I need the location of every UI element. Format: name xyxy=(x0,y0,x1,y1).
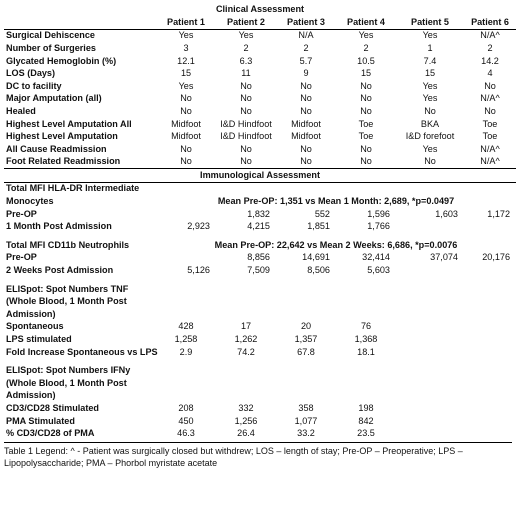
row-label: Number of Surgeries xyxy=(6,42,96,53)
table-cell xyxy=(464,427,516,440)
table-cell: 1,832 xyxy=(247,208,270,219)
table-cell: No xyxy=(180,105,192,116)
table-cell: 67.8 xyxy=(297,346,315,357)
table-cell: 198 xyxy=(358,402,374,413)
table-cell: Yes xyxy=(358,30,374,41)
table-legend: Table 1 Legend: ^ - Patient was surgically closed but withdrew; LOS – length of stay; Pre-OP – Preoperative; LPS – Lipopolysaccharide; PMA – Phorbol myristate acetate xyxy=(4,442,512,469)
table-cell: Yes xyxy=(238,30,254,41)
table-cell: 2 xyxy=(303,42,309,53)
table-cell: 10.5 xyxy=(357,55,375,66)
table-cell: Yes xyxy=(178,80,194,91)
table-cell: 20 xyxy=(300,321,312,332)
table-cell: No xyxy=(156,156,216,169)
table-cell: BKA xyxy=(420,118,440,129)
results-table xyxy=(4,4,516,440)
patient-header: Patient 4 xyxy=(336,16,396,29)
table-row xyxy=(4,321,516,334)
table-cell: Yes xyxy=(422,30,438,41)
table-cell: Toe xyxy=(482,118,498,129)
header-blank xyxy=(4,16,156,29)
table-cell xyxy=(464,321,516,334)
row-label: Highest Level Amputation xyxy=(6,131,118,142)
table-row xyxy=(4,427,516,440)
table-cell: Toe xyxy=(482,131,498,142)
table-cell: 1,851 xyxy=(307,221,330,232)
table-cell: 1,766 xyxy=(367,221,390,232)
table-row xyxy=(4,208,516,221)
table-row xyxy=(4,42,516,55)
table-cell: Toe xyxy=(358,131,374,142)
table-row xyxy=(4,130,516,143)
table-row xyxy=(4,105,516,118)
table-cell: No xyxy=(300,93,312,104)
table-cell: 450 xyxy=(178,415,194,426)
row-label: Major Amputation (all) xyxy=(6,93,102,104)
table-cell: 2.9 xyxy=(179,346,193,357)
clinical-title-row xyxy=(4,4,516,16)
ifn-header-row-3 xyxy=(4,390,516,403)
table-row xyxy=(4,333,516,346)
table-cell: 5,126 xyxy=(187,265,210,276)
table-cell: 8,506 xyxy=(307,265,330,276)
table-cell: No xyxy=(300,143,312,154)
table-cell: 17 xyxy=(240,321,252,332)
table-cell: 14.2 xyxy=(481,55,499,66)
table-cell: 15 xyxy=(424,68,436,79)
table-cell xyxy=(396,346,464,359)
table-cell: 2 xyxy=(363,42,369,53)
table-cell: 1,262 xyxy=(234,334,258,344)
table-cell xyxy=(464,221,516,234)
table-cell: 1,077 xyxy=(294,415,318,426)
table-cell: No xyxy=(360,93,372,104)
table-cell: Midfoot xyxy=(171,131,201,142)
table-cell: N/A^ xyxy=(480,93,500,104)
hla-body xyxy=(4,208,516,233)
table-cell: I&D forefoot xyxy=(405,131,455,142)
table-cell: No xyxy=(276,156,336,169)
table-row xyxy=(4,93,516,106)
table-cell: 428 xyxy=(178,321,194,332)
table-cell xyxy=(464,346,516,359)
table-cell: No xyxy=(216,156,276,169)
ifn-header-row-2 xyxy=(4,377,516,390)
row-label: 1 Month Post Admission xyxy=(6,221,112,232)
table-cell: No xyxy=(336,156,396,169)
table-cell: 33.2 xyxy=(297,428,315,439)
table-cell: 23.5 xyxy=(357,428,375,439)
table-cell xyxy=(464,333,516,346)
table-cell: 2 xyxy=(487,42,493,53)
table-cell: Toe xyxy=(358,118,374,129)
row-label: % CD3/CD28 of PMA xyxy=(6,428,95,439)
table-row xyxy=(4,264,516,277)
table-cell: I&D Hindfoot xyxy=(220,131,272,142)
table-cell: 1,368 xyxy=(354,334,378,344)
table-cell: Midfoot xyxy=(171,118,201,129)
table-row xyxy=(4,221,516,234)
tnf-header-row xyxy=(4,283,516,296)
table-row xyxy=(4,252,516,265)
row-label: Healed xyxy=(6,105,36,116)
table-cell: No xyxy=(180,143,192,154)
table-cell: 5,603 xyxy=(367,265,390,276)
table-cell: No xyxy=(424,105,436,116)
table-cell: 6.3 xyxy=(239,55,253,66)
table-cell xyxy=(464,264,516,277)
table-cell xyxy=(396,415,464,428)
table-cell: 46.3 xyxy=(177,428,195,439)
table-row xyxy=(4,67,516,80)
table-cell: No xyxy=(360,80,372,91)
table-row xyxy=(4,80,516,93)
table-cell: Yes xyxy=(422,93,438,104)
row-label: 2 Weeks Post Admission xyxy=(6,265,114,276)
table-cell: Yes xyxy=(422,143,438,154)
table-cell: 12.1 xyxy=(177,55,195,66)
table-cell: 15 xyxy=(180,68,192,79)
table-cell: 5.7 xyxy=(299,55,313,66)
table-cell: N/A^ xyxy=(480,143,500,154)
table-cell: No xyxy=(300,80,312,91)
ifn-header-3: Admission) xyxy=(6,390,56,401)
table-cell xyxy=(396,221,464,234)
table-cell: No xyxy=(360,105,372,116)
table-cell: N/A xyxy=(298,30,314,41)
table-cell xyxy=(396,264,464,277)
table-row xyxy=(4,402,516,415)
hla-header-row xyxy=(4,182,516,195)
table-cell: 37,074 xyxy=(430,252,458,263)
table-cell: Yes xyxy=(178,30,194,41)
table-cell: 1 xyxy=(427,42,433,53)
row-label: LOS (Days) xyxy=(6,68,56,79)
table-cell: No xyxy=(240,93,252,104)
table-cell: 2,923 xyxy=(187,221,210,232)
row-label: PMA Stimulated xyxy=(6,415,75,426)
table-cell xyxy=(396,333,464,346)
table-cell: 14,691 xyxy=(302,252,330,263)
row-label: Pre-OP xyxy=(6,208,37,219)
ifn-header-row xyxy=(4,364,516,377)
table-cell: 4 xyxy=(487,68,493,79)
table-row xyxy=(4,118,516,131)
clinical-body xyxy=(4,29,516,169)
tnf-header-3: Admission) xyxy=(6,308,56,319)
table-cell: Yes xyxy=(422,80,438,91)
table-cell: 8,856 xyxy=(247,252,270,263)
tnf-header: ELISpot: Spot Numbers TNF xyxy=(6,283,129,294)
table-cell: 3 xyxy=(183,42,189,53)
table-cell: I&D Hindfoot xyxy=(220,118,272,129)
table-cell: 76 xyxy=(360,321,372,332)
table-cell: No xyxy=(240,80,252,91)
patient-header: Patient 6 xyxy=(464,16,516,29)
row-label: Foot Related Readmission xyxy=(4,156,156,169)
table-cell: 1,596 xyxy=(367,208,390,219)
table-cell: 20,176 xyxy=(482,252,511,263)
row-label: All Cause Readmission xyxy=(6,143,107,154)
patient-header: Patient 2 xyxy=(216,16,276,29)
table-cell: 11 xyxy=(241,68,251,79)
patient-header: Patient 3 xyxy=(276,16,336,29)
table-cell: 208 xyxy=(178,402,194,413)
table-cell: 4,215 xyxy=(247,221,270,232)
table-cell: 9 xyxy=(303,68,309,79)
table-cell xyxy=(464,415,516,428)
table-cell: 1,357 xyxy=(294,334,318,344)
row-label: LPS stimulated xyxy=(6,334,72,344)
table-row xyxy=(4,346,516,359)
table-cell xyxy=(396,321,464,334)
patient-header: Patient 1 xyxy=(156,16,216,29)
table-cell: No xyxy=(180,93,192,104)
table-cell: No xyxy=(240,143,252,154)
table-cell: No xyxy=(396,156,464,169)
row-label: Fold Increase Spontaneous vs LPS xyxy=(6,346,158,357)
table-cell: 74.2 xyxy=(237,346,255,357)
table-cell: 7,509 xyxy=(247,265,270,276)
patient-header: Patient 5 xyxy=(396,16,464,29)
row-label: Surgical Dehiscence xyxy=(6,30,95,41)
cd11b-header: Total MFI CD11b Neutrophils xyxy=(6,239,130,250)
table-cell: Midfoot xyxy=(291,131,321,142)
tnf-header-row-3 xyxy=(4,308,516,321)
table-cell xyxy=(156,252,216,265)
row-label: Glycated Hemoglobin (%) xyxy=(6,55,117,66)
table-cell: 1,172 xyxy=(487,208,511,219)
table-cell: 7.4 xyxy=(423,55,437,66)
hla-header-2: Monocytes xyxy=(6,196,54,207)
table-cell: 552 xyxy=(314,208,330,219)
table-cell xyxy=(396,402,464,415)
table-cell: No xyxy=(300,105,312,116)
table-cell: 18.1 xyxy=(357,346,375,357)
table-cell: 26.4 xyxy=(237,428,255,439)
table-cell: 842 xyxy=(358,415,374,426)
table-cell: 332 xyxy=(238,402,254,413)
table-row xyxy=(4,156,516,169)
clinical-title: Clinical Assessment xyxy=(215,4,305,15)
table-cell: N/A^ xyxy=(480,30,500,41)
tnf-header-2: (Whole Blood, 1 Month Post xyxy=(6,296,127,307)
table-cell: 1,603 xyxy=(435,208,458,219)
patient-header-row xyxy=(4,16,516,29)
table-cell: 15 xyxy=(360,68,372,79)
table-cell: No xyxy=(484,105,496,116)
table-cell: Midfoot xyxy=(291,118,321,129)
tnf-body xyxy=(4,321,516,359)
row-label: CD3/CD28 Stimulated xyxy=(6,402,99,413)
cd11b-header-row xyxy=(4,239,516,252)
ifn-header: ELISpot: Spot Numbers IFNy xyxy=(6,365,131,376)
hla-header-row-2 xyxy=(4,195,516,208)
table-cell: No xyxy=(484,80,496,91)
table-row xyxy=(4,29,516,42)
table-cell xyxy=(464,402,516,415)
table-cell: No xyxy=(240,105,252,116)
table-row xyxy=(4,55,516,68)
table-cell xyxy=(156,208,216,221)
table-cell: 2 xyxy=(243,42,249,53)
row-label: Pre-OP xyxy=(6,252,37,263)
row-label: DC to facility xyxy=(6,80,62,91)
table-cell: No xyxy=(360,143,372,154)
hla-header: Total MFI HLA-DR Intermediate xyxy=(6,183,140,194)
table-cell: 1,256 xyxy=(234,415,258,426)
table-cell: 32,414 xyxy=(362,252,390,263)
ifn-header-2: (Whole Blood, 1 Month Post xyxy=(6,377,127,388)
table-cell xyxy=(396,427,464,440)
row-label: Spontaneous xyxy=(6,321,64,332)
cd11b-mean: Mean Pre-OP: 22,642 vs Mean 2 Weeks: 6,686, *p=0.0076 xyxy=(214,239,458,250)
table-row xyxy=(4,415,516,428)
immunological-title-row xyxy=(4,169,516,183)
table-cell: 1,258 xyxy=(174,334,198,344)
hla-mean: Mean Pre-OP: 1,351 vs Mean 1 Month: 2,689, *p=0.0497 xyxy=(217,196,455,207)
immunological-title: Immunological Assessment xyxy=(4,169,516,183)
row-label: Highest Level Amputation All xyxy=(6,118,132,129)
tnf-header-row-2 xyxy=(4,295,516,308)
cd11b-body xyxy=(4,252,516,277)
ifn-body xyxy=(4,402,516,440)
table-cell: 358 xyxy=(298,402,314,413)
table-row xyxy=(4,143,516,156)
table-cell: N/A^ xyxy=(464,156,516,169)
